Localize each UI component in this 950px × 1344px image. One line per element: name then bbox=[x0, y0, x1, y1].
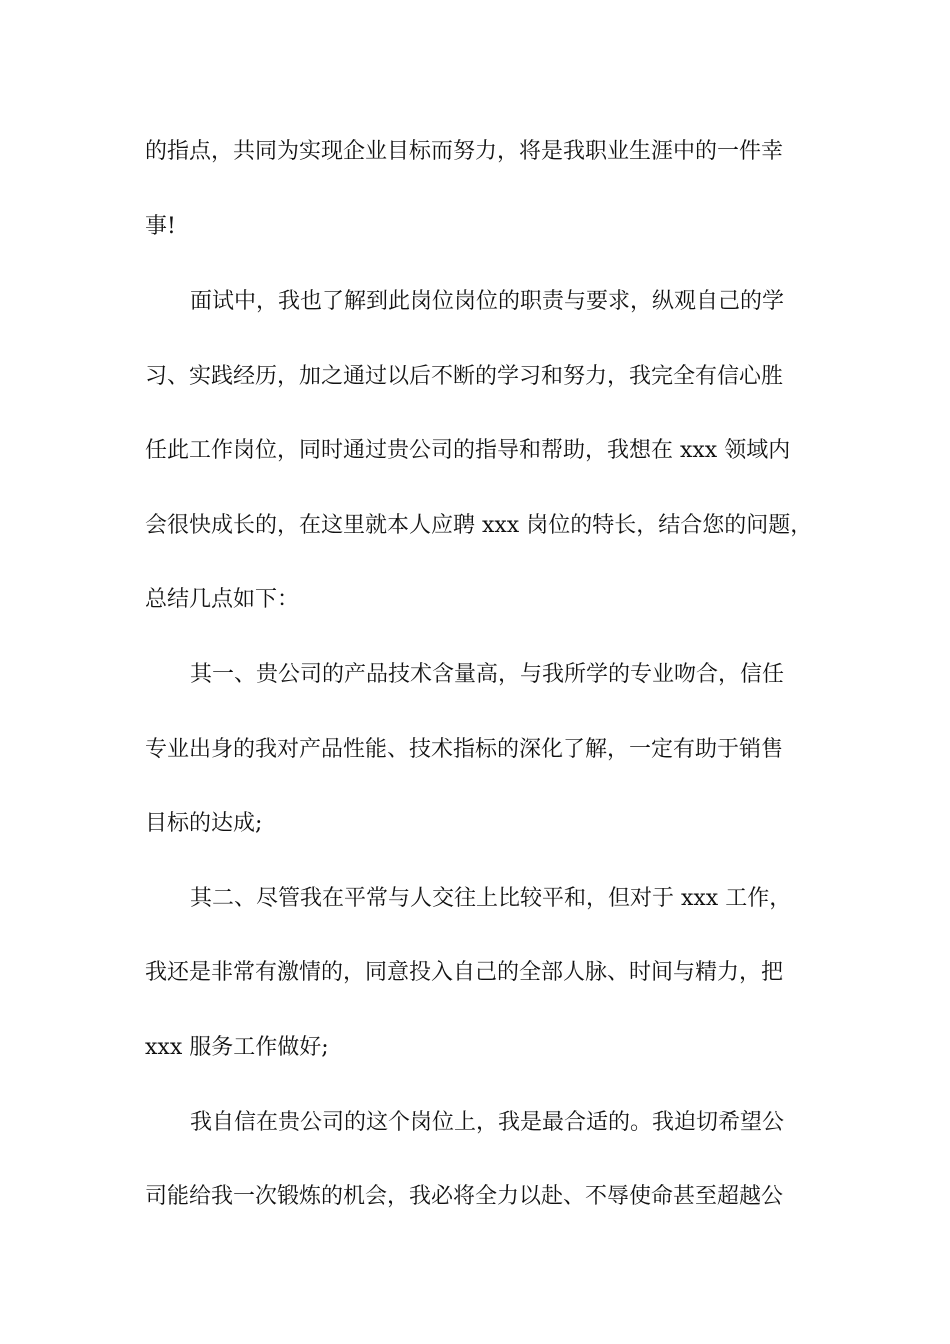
paragraph-start-line: 面试中，我也了解到此岗位岗位的职责与要求，纵观自己的学 bbox=[190, 289, 785, 314]
text-line: 习、实践经历，加之通过以后不断的学习和努力，我完全有信心胜 bbox=[145, 364, 784, 389]
paragraph-start-line: 其二、尽管我在平常与人交往上比较平和，但对于 xxx 工作， bbox=[190, 886, 792, 911]
text-line: 目标的达成; bbox=[145, 811, 263, 836]
text-line: xxx 服务工作做好; bbox=[145, 1035, 329, 1060]
text-line: 专业出身的我对产品性能、技术指标的深化了解，一定有助于销售 bbox=[145, 737, 784, 762]
text-line: 我还是非常有激情的，同意投入自己的全部人脉、时间与精力，把 bbox=[145, 960, 784, 985]
text-line: 事! bbox=[145, 214, 176, 239]
paragraph-start-line: 其一、贵公司的产品技术含量高，与我所学的专业吻合，信任 bbox=[190, 662, 785, 687]
text-line: 司能给我一次锻炼的机会，我必将全力以赴、不辱使命甚至超越公 bbox=[145, 1184, 784, 1209]
paragraph-start-line: 我自信在贵公司的这个岗位上，我是最合适的。我迫切希望公 bbox=[190, 1110, 785, 1135]
text-line: 会很快成长的，在这里就本人应聘 xxx 岗位的特长，结合您的问题， bbox=[145, 513, 813, 538]
text-line: 的指点，共同为实现企业目标而努力，将是我职业生涯中的一件幸 bbox=[145, 139, 784, 164]
text-line: 任此工作岗位，同时通过贵公司的指导和帮助，我想在 xxx 领域内 bbox=[145, 438, 791, 463]
text-line: 总结几点如下： bbox=[145, 587, 300, 612]
